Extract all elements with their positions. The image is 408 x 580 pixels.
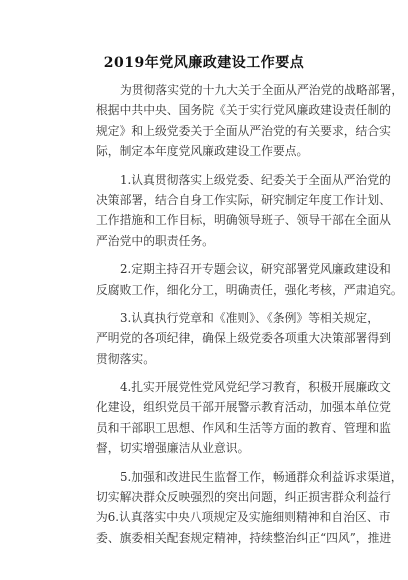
document-title: 2019年党风廉政建设工作要点 bbox=[103, 55, 305, 71]
document-body bbox=[96, 80, 404, 556]
text-line: 1.认真贯彻落实上级党委、纪委关于全面从严治党的 bbox=[120, 172, 391, 187]
text-line: 2.定期主持召开专题会议，研究部署党风廉政建设和 bbox=[120, 262, 391, 277]
text-line: 严明党的各项纪律，确保上级党委各项重大决策部署得到 bbox=[96, 331, 391, 346]
text-line: 化建设，组织党员干部开展警示教育活动，加强本单位党 bbox=[96, 400, 391, 415]
paragraph-intro bbox=[96, 80, 404, 162]
text-line: 际，制定本年度党风廉政建设工作要点。 bbox=[96, 144, 309, 159]
text-line: 根据中共中央、国务院《关于实行党风廉政建设责任制的 bbox=[96, 103, 391, 118]
text-line: 委、旗委相关配套规定精神，持续整治纠正“四风”，推进 bbox=[96, 530, 392, 545]
paragraph-item-1 bbox=[96, 170, 391, 252]
paragraph-item-4 bbox=[96, 377, 391, 459]
text-line: 决策部署，结合自身工作实际，研究制定年度工作计划、 bbox=[96, 192, 391, 207]
text-line: 严治党中的职责任务。 bbox=[96, 233, 214, 248]
text-line: 为6.认真落实中央八项规定及实施细则精神和自治区、市 bbox=[96, 510, 391, 525]
text-line: 工作措施和工作目标，明确领导班子、领导干部在全面从 bbox=[96, 213, 391, 228]
text-line: 规定》和上级党委关于全面从严治党的有关要求，结合实 bbox=[96, 123, 391, 138]
paragraph-item-2 bbox=[96, 259, 403, 300]
text-line: 反腐败工作，细化分工，明确责任，强化考核，严肃追究。 bbox=[96, 282, 403, 297]
text-line: 为贯彻落实党的十九大关于全面从严治党的战略部署， bbox=[120, 83, 404, 97]
text-line: 贯彻落实。 bbox=[96, 351, 155, 366]
paragraph-item-3 bbox=[96, 308, 391, 369]
paragraph-item-5 bbox=[96, 467, 403, 549]
text-line: 督，切实增强廉洁从业意识。 bbox=[96, 441, 250, 456]
text-line: 切实解决群众反映强烈的突出问题，纠正损害群众利益行 bbox=[96, 490, 391, 505]
text-line: 员和干部职工思想、作风和生活等方面的教育、管理和监 bbox=[96, 420, 391, 435]
text-line: 4.扎实开展党性党风党纪学习教育，积极开展廉政文 bbox=[120, 380, 391, 395]
text-line: 3.认真执行党章和《准则》、《条例》等相关规定， bbox=[120, 310, 379, 325]
text-line: 5.加强和改进民生监督工作，畅通群众利益诉求渠道， bbox=[120, 469, 403, 484]
